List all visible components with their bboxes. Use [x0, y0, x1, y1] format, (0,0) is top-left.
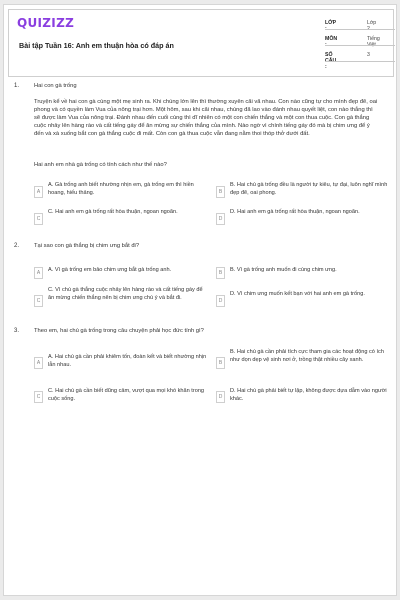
- meta-value-class: Lớp: [367, 20, 377, 26]
- meta-divider: [325, 61, 395, 62]
- answer-option-b[interactable]: [216, 182, 386, 204]
- option-letter-box: D: [216, 213, 225, 225]
- quizizz-logo: QUIZIZZ: [17, 16, 75, 30]
- option-text: A. Vì gà trống em bảo chim ưng bắt gà trống anh.: [48, 267, 172, 273]
- option-text: B. Vì gà trống anh muốn đi cùng chim ưng.: [230, 267, 337, 273]
- option-letter-box: C: [34, 295, 43, 307]
- option-letter-box: A: [34, 186, 43, 198]
- option-letter-box: A: [34, 267, 43, 279]
- option-text: A. Hai chú gà cần phải khiêm tốn, đoàn kết và biết nhường nhịn lẫn nhau.: [48, 354, 207, 368]
- question-text: Theo em, hai chú gà trống trong câu chuyện phải học đức tính gì?: [34, 328, 204, 334]
- option-letter-box: D: [216, 391, 225, 403]
- option-letter-box: C: [34, 213, 43, 225]
- question-number: 1.: [14, 83, 20, 89]
- answer-option-c[interactable]: [34, 287, 204, 317]
- worksheet-header: [8, 9, 394, 77]
- answer-option-a[interactable]: [34, 263, 204, 285]
- answer-option-c[interactable]: [34, 387, 204, 409]
- meta-label-count: SỐ :: [325, 52, 333, 70]
- option-letter-box: B: [216, 357, 225, 369]
- answer-option-d[interactable]: [216, 387, 386, 409]
- meta-divider: [325, 45, 395, 46]
- worksheet-page: [3, 4, 397, 596]
- option-text: C. Vì chú gà thắng cuộc nhảy lên hàng rào và cất tiếng gáy để ăn mừng chiến thắng nên bị chim ưng chú ý và bắt đi.: [48, 287, 203, 301]
- option-text: D. Hai anh em gà trống rất hòa thuận, ngoan ngoãn.: [230, 209, 360, 215]
- option-letter-box: C: [34, 391, 43, 403]
- option-letter-box: B: [216, 186, 225, 198]
- question-subtext: Hai anh em nhà gà trống có tính cách như thế nào?: [34, 162, 167, 168]
- question-text: Tại sao con gà thắng bị chim ưng bắt đi?: [34, 243, 140, 249]
- question-text: Hai con gà trống: [34, 83, 77, 89]
- option-text: C. Hai anh em gà trống rất hòa thuận, ngoan ngoãn.: [48, 209, 178, 215]
- option-text: B. Hai chú gà cần phải tích cực tham gia các hoạt động có ích như dọn dẹp vệ sinh nơi ở, trồng thật nhiều cây xanh.: [230, 349, 384, 363]
- option-text: D. Hai chú gà phải biết tự lập, không được dựa dẫm vào người khác.: [230, 388, 387, 402]
- answer-option-b[interactable]: [216, 349, 386, 379]
- meta-label-subject: MÔN: [325, 36, 338, 42]
- option-text: D. Vì chim ưng muốn kết bạn với hai anh em gà trống.: [230, 291, 365, 297]
- option-text: B. Hai chú gà trống đều là người tự kiêu, tự đại, luôn nghĩ mình đẹp đẽ, oai phong.: [230, 182, 388, 196]
- answer-option-a[interactable]: [34, 351, 207, 381]
- meta-divider: [325, 29, 395, 30]
- question-number: 3.: [14, 328, 20, 334]
- answer-option-d[interactable]: [216, 287, 386, 317]
- answer-option-a[interactable]: [34, 182, 204, 204]
- meta-value-count: 3: [367, 52, 370, 58]
- option-letter-box: A: [34, 357, 43, 369]
- question-number: 2.: [14, 243, 20, 249]
- reading-passage: Truyện kể về hai con gà cùng một mẹ sinh ra. Khi chúng lớn lên thì thường xuyên cãi vã nhau. Con nào cũng tự cho mình đẹp đẽ, oai phong và có quyền làm Vua của nông trại hơn. Một hôm, sau khi cãi nhau, chúng đã lao vào đánh nhau quyết liệt, con nào thắng thì sẽ được làm Vua của nông trại. Đánh nhau đến cuối cùng thì dĩ nhiên có một con chiến thắng và một con thua cuộc. Con gà thắng cuộc nhảy lên hàng rào và cất tiếng gáy để ăn mừng sự chiến thắng của mình. Nào ngờ vì chính tiếng gáy đó mà bị chim ưng để ý đến và xà xuống bắt con gà thắng cuộc đi mất. Còn con gà thua cuộc vẫn đang nằm thoi thóp thở dưới đất.: [34, 99, 378, 137]
- answer-option-d[interactable]: [216, 209, 386, 231]
- page-title: Bài tập Tuần 16: Anh em thuận hòa có đáp án: [19, 41, 174, 50]
- meta-value-subject: Tiếng: [367, 36, 380, 42]
- answer-option-c[interactable]: [34, 209, 204, 231]
- answer-option-b[interactable]: [216, 263, 386, 285]
- option-text: A. Gà trống anh biết nhường nhịn em, gà trống em thì hiền hoang, hiếu thảng.: [48, 182, 194, 196]
- option-letter-box: D: [216, 295, 225, 307]
- option-text: C. Hai chú gà cần biết dũng cảm, vượt qua mọi khó khăn trong cuộc sống.: [48, 388, 205, 402]
- meta-label-class: LỚP: [325, 20, 336, 26]
- option-letter-box: B: [216, 267, 225, 279]
